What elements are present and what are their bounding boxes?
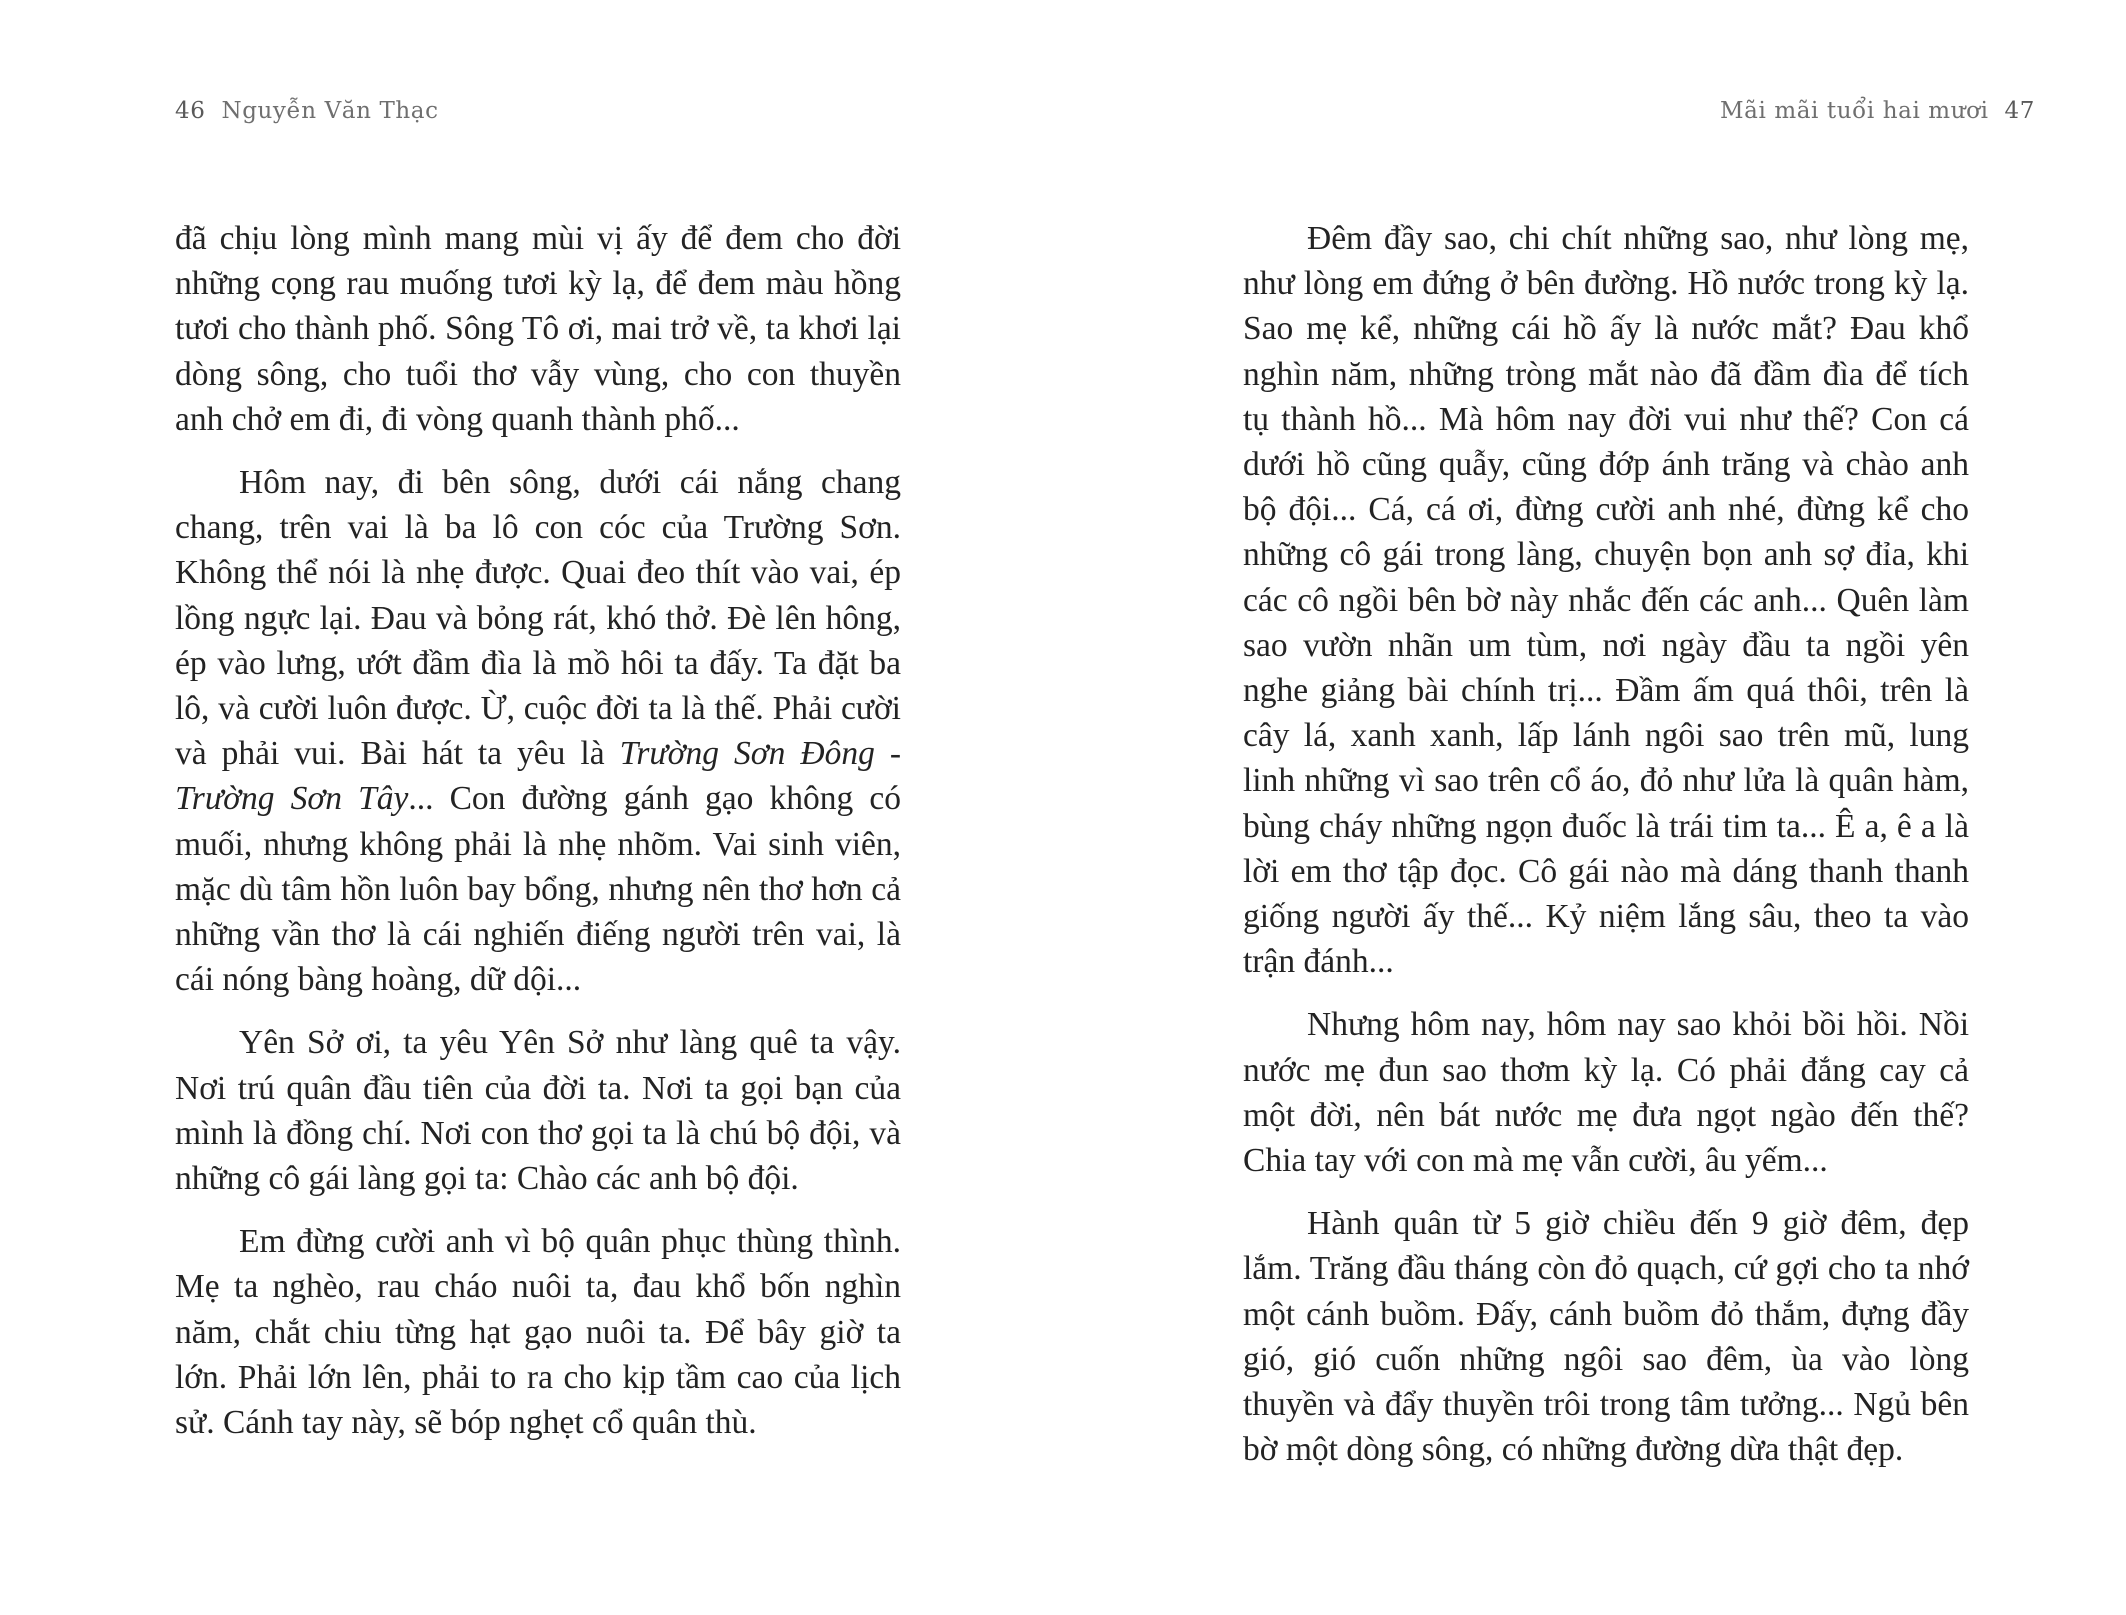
right-page-header: [1720, 98, 2035, 124]
running-head-author: Nguyễn Văn Thạc: [221, 98, 439, 124]
left-page-body: [175, 216, 901, 1463]
paragraph: [175, 460, 901, 1002]
paragraph: đã chịu lòng mình mang mùi vị ấy để đem cho đời những cọng rau muống tươi kỳ lạ, để đem màu hồng tươi cho thành phố. Sông Tô ơi, mai trở về, ta khơi lại dòng sông, cho tuổi thơ vẫy vùng, cho con thuyền anh chở em đi, đi vòng quanh thành phố...: [175, 220, 901, 438]
paragraph: Em đừng cười anh vì bộ quân phục thùng thình. Mẹ ta nghèo, rau cháo nuôi ta, đau khổ bốn nghìn năm, chắt chiu từng hạt gạo nuôi ta. Để bây giờ ta lớn. Phải lớn lên, phải to ra cho kịp tầm cao của lịch sử. Cánh tay này, sẽ bóp nghẹt cổ quân thù.: [175, 1223, 901, 1442]
song-title: Trường Sơn Đông - Trường Sơn Tây: [175, 735, 901, 818]
paragraph-text: ... Con đường gánh gạo không có muối, nhưng không phải là nhẹ nhõm. Vai sinh viên, mặc dù tâm hồn luôn bay bổng, nhưng nên thơ hơn cả những vần thơ là cái nghiến điếng người trên vai, là cái nóng bàng hoàng, dữ dội...: [175, 780, 901, 999]
page-number: 47: [2004, 98, 2035, 124]
paragraph: Đêm đầy sao, chi chít những sao, như lòng mẹ, như lòng em đứng ở bên đường. Hồ nước trong kỳ lạ. Sao mẹ kể, những cái hồ ấy là nước mắt? Đau khổ nghìn năm, những tròng mắt nào đã đầm đìa để tích tụ thành hồ... Mà hôm nay đời vui như thế? Con cá dưới hồ cũng quẫy, cũng đớp ánh trăng và chào anh bộ đội... Cá, cá ơi, đừng cười anh nhé, đừng kể cho những cô gái trong làng, chuyện bọn anh sợ đỉa, khi các cô ngồi bên bờ này nhắc đến các anh... Quên làm sao vườn nhãn um tùm, nơi ngày đầu ta ngồi yên nghe giảng bài chính trị... Đầm ấm quá thôi, trên là cây lá, xanh xanh, lấp lánh ngôi sao trên mũ, lung linh những vì sao trên cổ áo, đỏ như lửa là quân hàm, bùng cháy những ngọn đuốc là trái tim ta... Ê a, ê a là lời em thơ tập đọc. Cô gái nào mà dáng thanh thanh giống người ấy thế... Kỷ niệm lắng sâu, theo ta vào trận đánh...: [1243, 220, 1969, 981]
paragraph-text: Hôm nay, đi bên sông, dưới cái nắng chang chang, trên vai là ba lô con cóc của Trường Sơn. Không thể nói là nhẹ được. Quai đeo thít vào vai, ép lồng ngực lại. Đau và bỏng rát, khó thở. Đè lên hông, ép vào lưng, ướt đầm đìa là mồ hôi ta đấy. Ta đặt ba lô, và cười luôn được. Ừ, cuộc đời ta là thế. Phải cười và phải vui. Bài hát ta yêu là: [175, 464, 901, 773]
right-page-body: [1243, 216, 1969, 1490]
page-number: 46: [175, 98, 206, 124]
paragraph: Hành quân từ 5 giờ chiều đến 9 giờ đêm, đẹp lắm. Trăng đầu tháng còn đỏ quạch, cứ gợi cho ta nhớ một cánh buồm. Đấy, cánh buồm đỏ thắm, đựng đầy gió, gió cuốn những ngôi sao đêm, ùa vào lòng thuyền và đẩy thuyền trôi trong tâm tưởng... Ngủ bên bờ một dòng sông, có những đường dừa thật đẹp.: [1243, 1205, 1969, 1469]
running-head-title: Mãi mãi tuổi hai mươi: [1720, 98, 1989, 124]
paragraph: Nhưng hôm nay, hôm nay sao khỏi bồi hồi. Nồi nước mẹ đun sao thơm kỳ lạ. Có phải đắng cay cả một đời, nên bát nước mẹ đưa ngọt ngào đến thế? Chia tay với con mà mẹ vẫn cười, âu yếm...: [1243, 1006, 1969, 1180]
paragraph: Yên Sở ơi, ta yêu Yên Sở như làng quê ta vậy. Nơi trú quân đầu tiên của đời ta. Nơi ta gọi bạn của mình là đồng chí. Nơi con thơ gọi ta là chú bộ đội, và những cô gái làng gọi ta: Chào các anh bộ đội.: [175, 1024, 901, 1198]
left-page-header: [175, 98, 439, 124]
right-page: [1063, 0, 2126, 1615]
